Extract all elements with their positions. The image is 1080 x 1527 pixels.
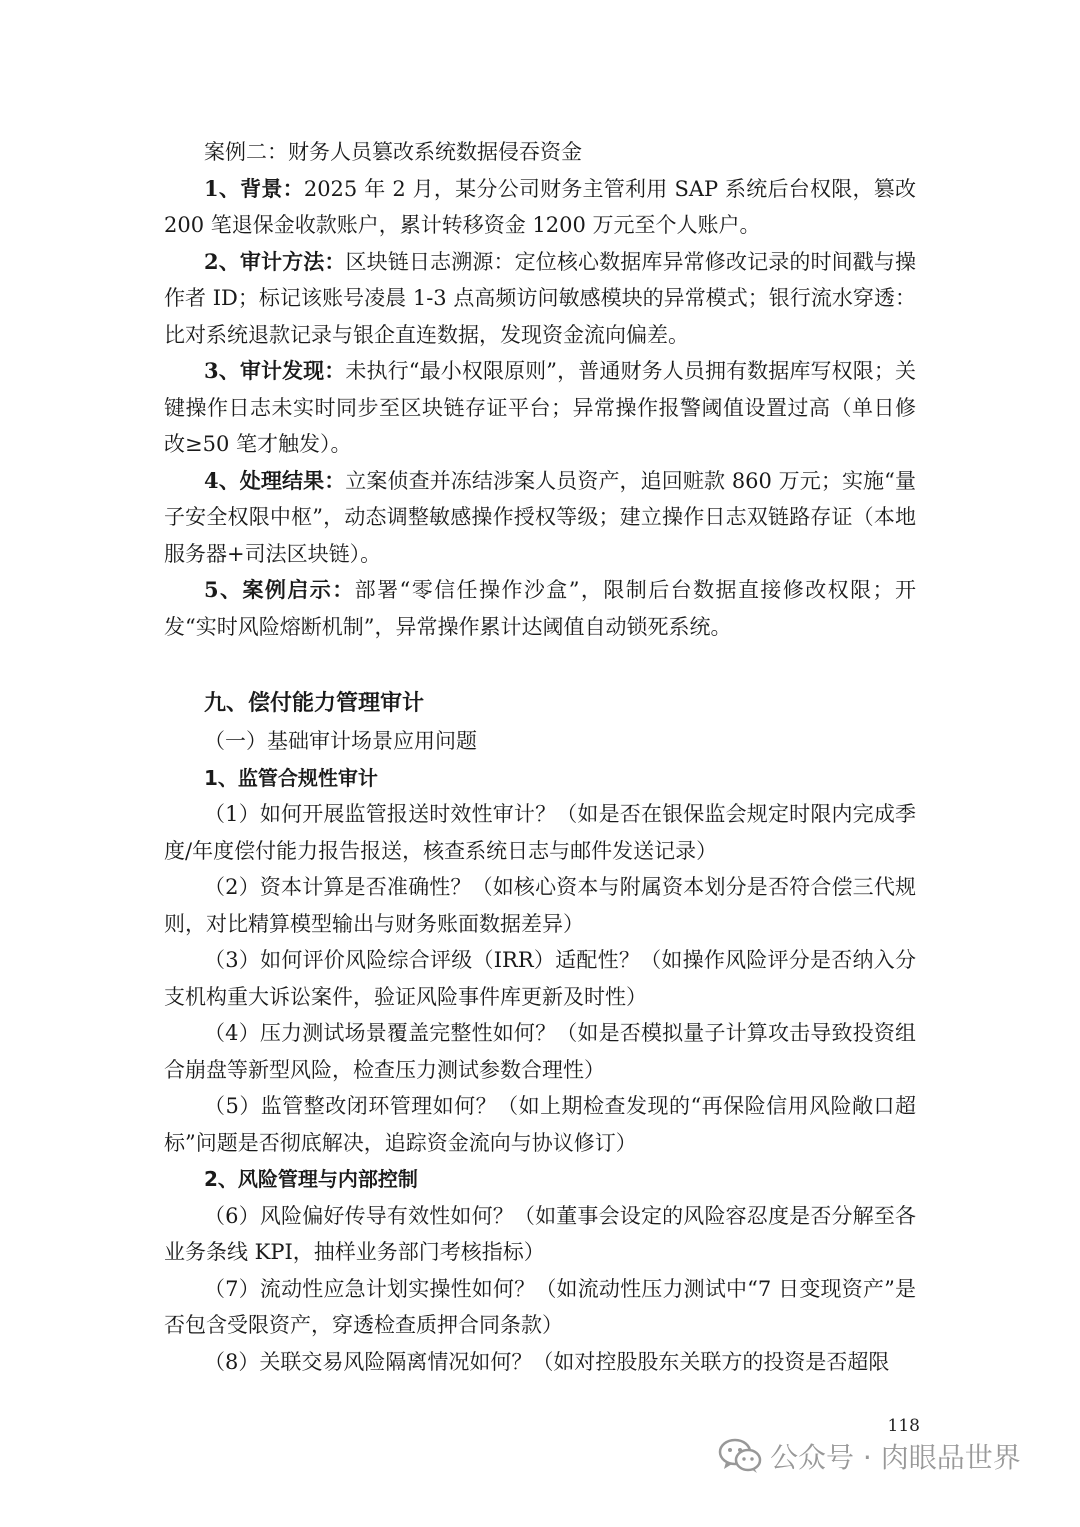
watermark-text: 公众号 · 肉眼品世界 xyxy=(770,1441,1021,1474)
case-item-label: 5、案例启示： xyxy=(204,577,355,602)
question-item: （6）风险偏好传导有效性如何？（如董事会设定的风险容忍度是否分解至各业务条线 KPI，抽样业务部门考核指标） xyxy=(164,1203,916,1264)
case-title: 案例二：财务人员篡改系统数据侵吞资金 xyxy=(204,140,582,164)
case-item-method xyxy=(164,244,916,354)
watermark xyxy=(718,1436,1021,1476)
question-item: （2）资本计算是否准确性？（如核心资本与附属资本划分是否符合偿三代规则，对比精算模型输出与财务账面数据差异） xyxy=(164,875,916,936)
question-item: （3）如何评价风险综合评级（IRR）适配性？（如操作风险评分是否纳入分支机构重大诉讼案件，验证风险事件库更新及时性） xyxy=(164,948,916,1009)
wechat-icon xyxy=(718,1438,762,1474)
case-item-label: 2、审计方法： xyxy=(204,248,346,274)
case-item-background xyxy=(164,171,916,244)
group-title-compliance: 1、监管合规性审计 xyxy=(204,765,378,790)
page-number: 118 xyxy=(887,1416,920,1436)
question-item: （4）压力测试场景覆盖完整性如何？（如是否模拟量子计算攻击导致投资组合崩盘等新型风险，检查压力测试参数合理性） xyxy=(164,1021,916,1082)
question-item: （5）监管整改闭环管理如何？（如上期检查发现的“再保险信用风险敞口超标”问题是否彻底解决，追踪资金流向与协议修订） xyxy=(164,1094,916,1155)
case-item-text: 未执行“最小权限原则”，普通财务人员拥有数据库写权限；关键操作日志未实时同步至区块链存证平台；异常操作报警阈值设置过高（单日修改≥50 笔才触发）。 xyxy=(164,359,916,456)
case-item-result xyxy=(164,463,916,573)
case-item-label: 3、审计发现： xyxy=(204,358,346,383)
case-item-findings xyxy=(164,353,916,463)
group-title-risk: 2、风险管理与内部控制 xyxy=(204,1167,418,1191)
section-heading: 九、偿付能力管理审计 xyxy=(204,691,425,716)
case-item-label: 1、背景： xyxy=(204,175,304,201)
page-content xyxy=(164,134,916,1380)
case-item-text: 立案侦查并冻结涉案人员资产，追回赃款 860 万元；实施“量子安全权限中枢”，动态调整敏感操作授权等级；建立操作日志双链路存证（本地服务器+司法区块链）。 xyxy=(164,468,916,566)
question-item: （8）关联交易风险隔离情况如何？（如对控股股东关联方的投资是否超限 xyxy=(204,1349,890,1374)
case-item-text: 2025 年 2 月，某分公司财务主管利用 SAP 系统后台权限，篡改 200 笔退保金收款账户，累计转移资金 1200 万元至个人账户。 xyxy=(164,176,916,237)
question-item: （1）如何开展监管报送时效性审计？（如是否在银保监会规定时限内完成季度/年度偿付能力报告报送，核查系统日志与邮件发送记录） xyxy=(164,802,916,863)
question-item: （7）流动性应急计划实操性如何？（如流动性压力测试中“7 日变现资产”是否包含受限资产，穿透检查质押合同条款） xyxy=(164,1276,916,1337)
case-item-label: 4、处理结果： xyxy=(204,467,346,493)
case-item-text: 区块链日志溯源：定位核心数据库异常修改记录的时间戳与操作者 ID；标记该账号凌晨 1-3 点高频访问敏感模块的异常模式；银行流水穿透：比对系统退款记录与银企直连数据，发现资金流向偏差。 xyxy=(164,249,916,347)
case-item-insight xyxy=(164,572,916,645)
case-item-text: 部署“零信任操作沙盒”，限制后台数据直接修改权限；开发“实时风险熔断机制”，异常操作累计达阈值自动锁死系统。 xyxy=(164,578,916,639)
section-subheading: （一）基础审计场景应用问题 xyxy=(204,729,477,753)
